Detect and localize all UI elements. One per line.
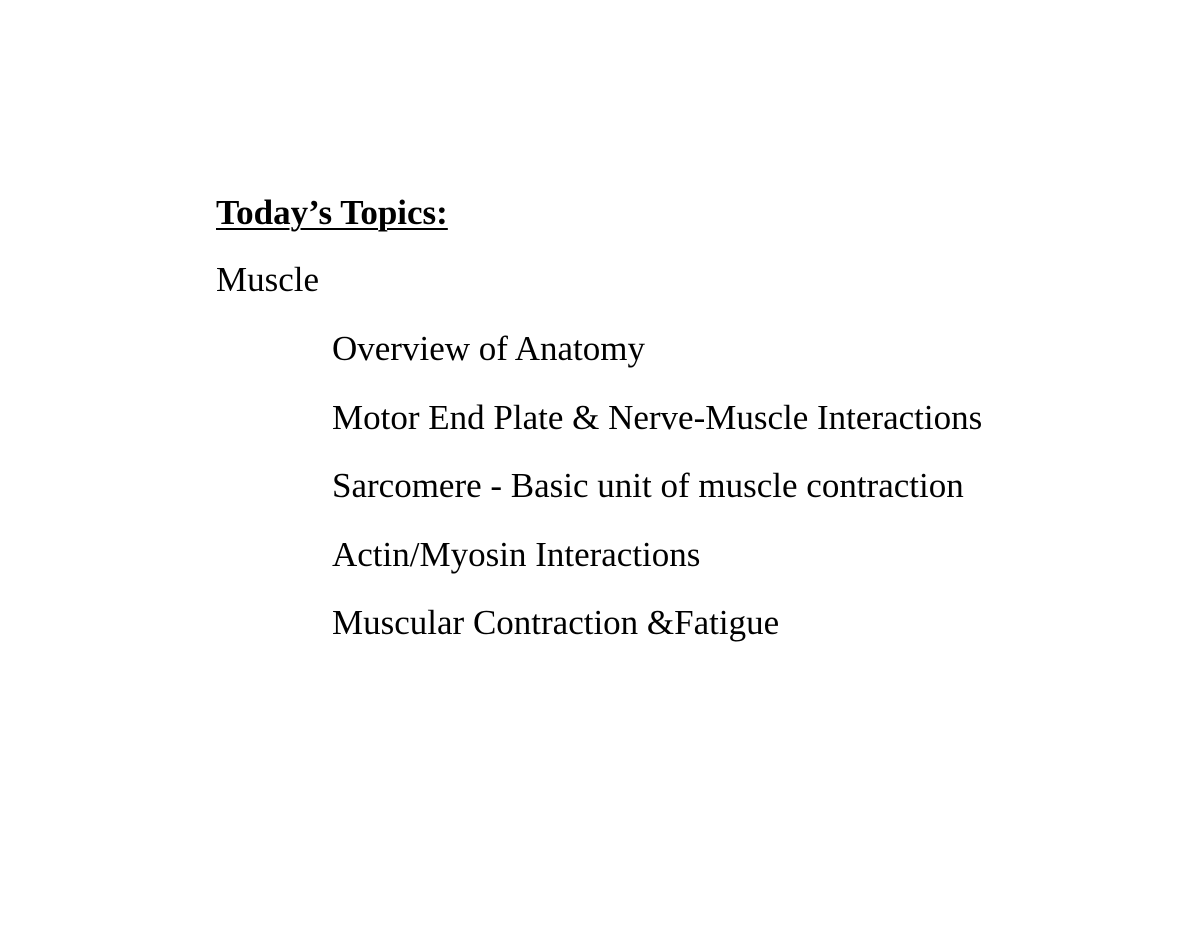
- subtopic-list: [332, 327, 982, 670]
- slide-heading: Today’s Topics:: [216, 193, 448, 232]
- subtopic-item: Muscular Contraction &Fatigue: [332, 603, 780, 642]
- subtopic-item: Actin/Myosin Interactions: [332, 534, 701, 574]
- topic-muscle: Muscle: [216, 260, 320, 299]
- subtopic-item: Sarcomere - Basic unit of muscle contraction: [332, 466, 964, 505]
- subtopic-item: Motor End Plate & Nerve-Muscle Interactions: [332, 397, 983, 437]
- subtopic-item: Overview of Anatomy: [332, 329, 645, 368]
